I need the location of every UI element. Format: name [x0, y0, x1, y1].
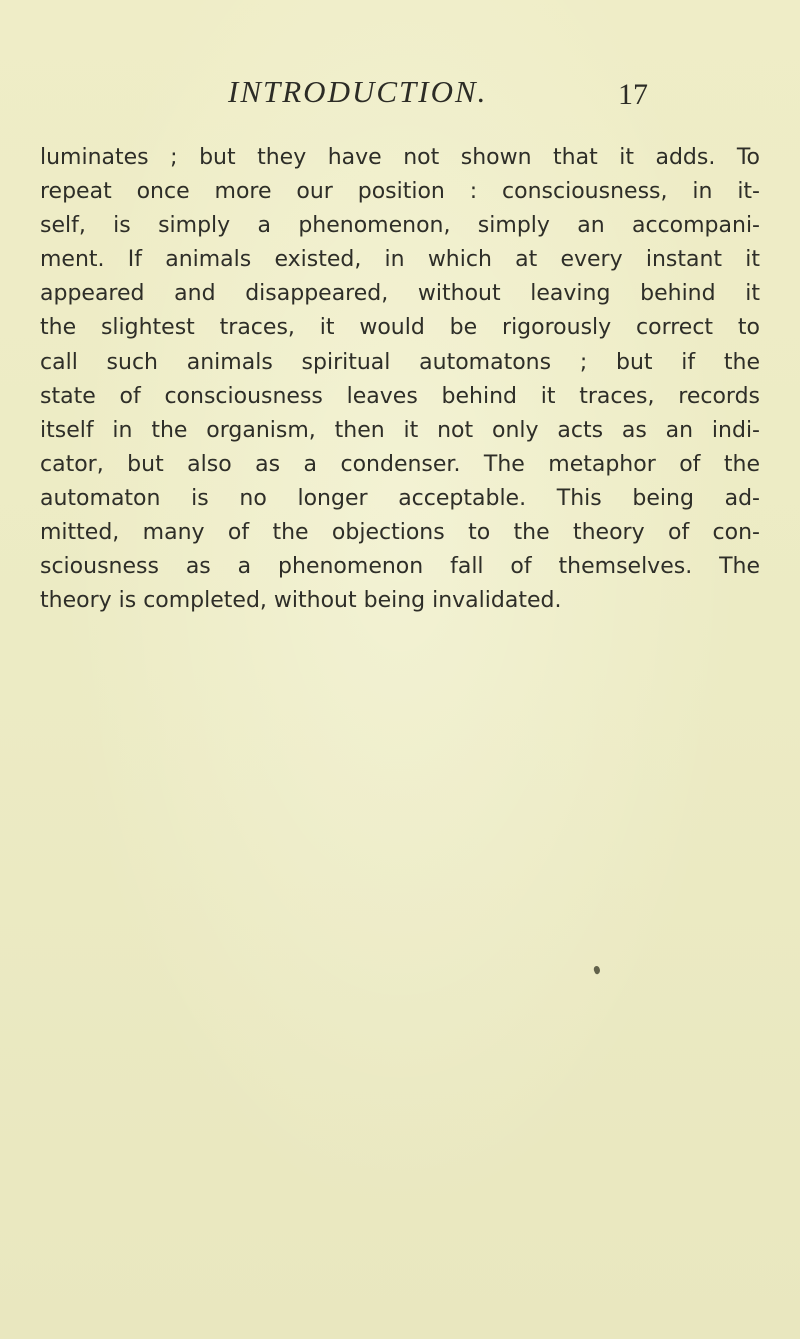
text-line: luminates ; but they have not shown that it adds. To [40, 145, 760, 170]
text-line: call such animals spiritual automatons ; but if the [40, 349, 760, 375]
text-line: cator, but also as a condenser. The metaphor of the [40, 451, 760, 477]
running-title: INTRODUCTION. [228, 74, 488, 109]
text-line: theory is completed, without being invalidated. [40, 588, 562, 614]
text-line: self, is simply a phenomenon, simply an accompani- [40, 213, 760, 239]
text-line: itself in the organism, then it not only acts as an indi- [40, 417, 760, 443]
text-line: appeared and disappeared, without leaving behind it [40, 281, 760, 307]
text-line: the slightest traces, it would be rigorously correct to [40, 315, 760, 341]
body-paragraph [40, 141, 760, 618]
text-line: state of consciousness leaves behind it traces, records [40, 383, 760, 409]
ink-speck [593, 965, 602, 975]
page-number: 17 [618, 78, 648, 111]
text-line: ment. If animals existed, in which at every instant it [40, 247, 760, 273]
text-line: sciousness as a phenomenon fall of themselves. The [40, 554, 760, 580]
text-line: automaton is no longer acceptable. This being ad- [40, 485, 760, 511]
text-line: mitted, many of the objections to the theory of con- [40, 520, 760, 546]
text-line: repeat once more our position : consciousness, in it- [40, 179, 760, 205]
running-head [0, 74, 800, 114]
